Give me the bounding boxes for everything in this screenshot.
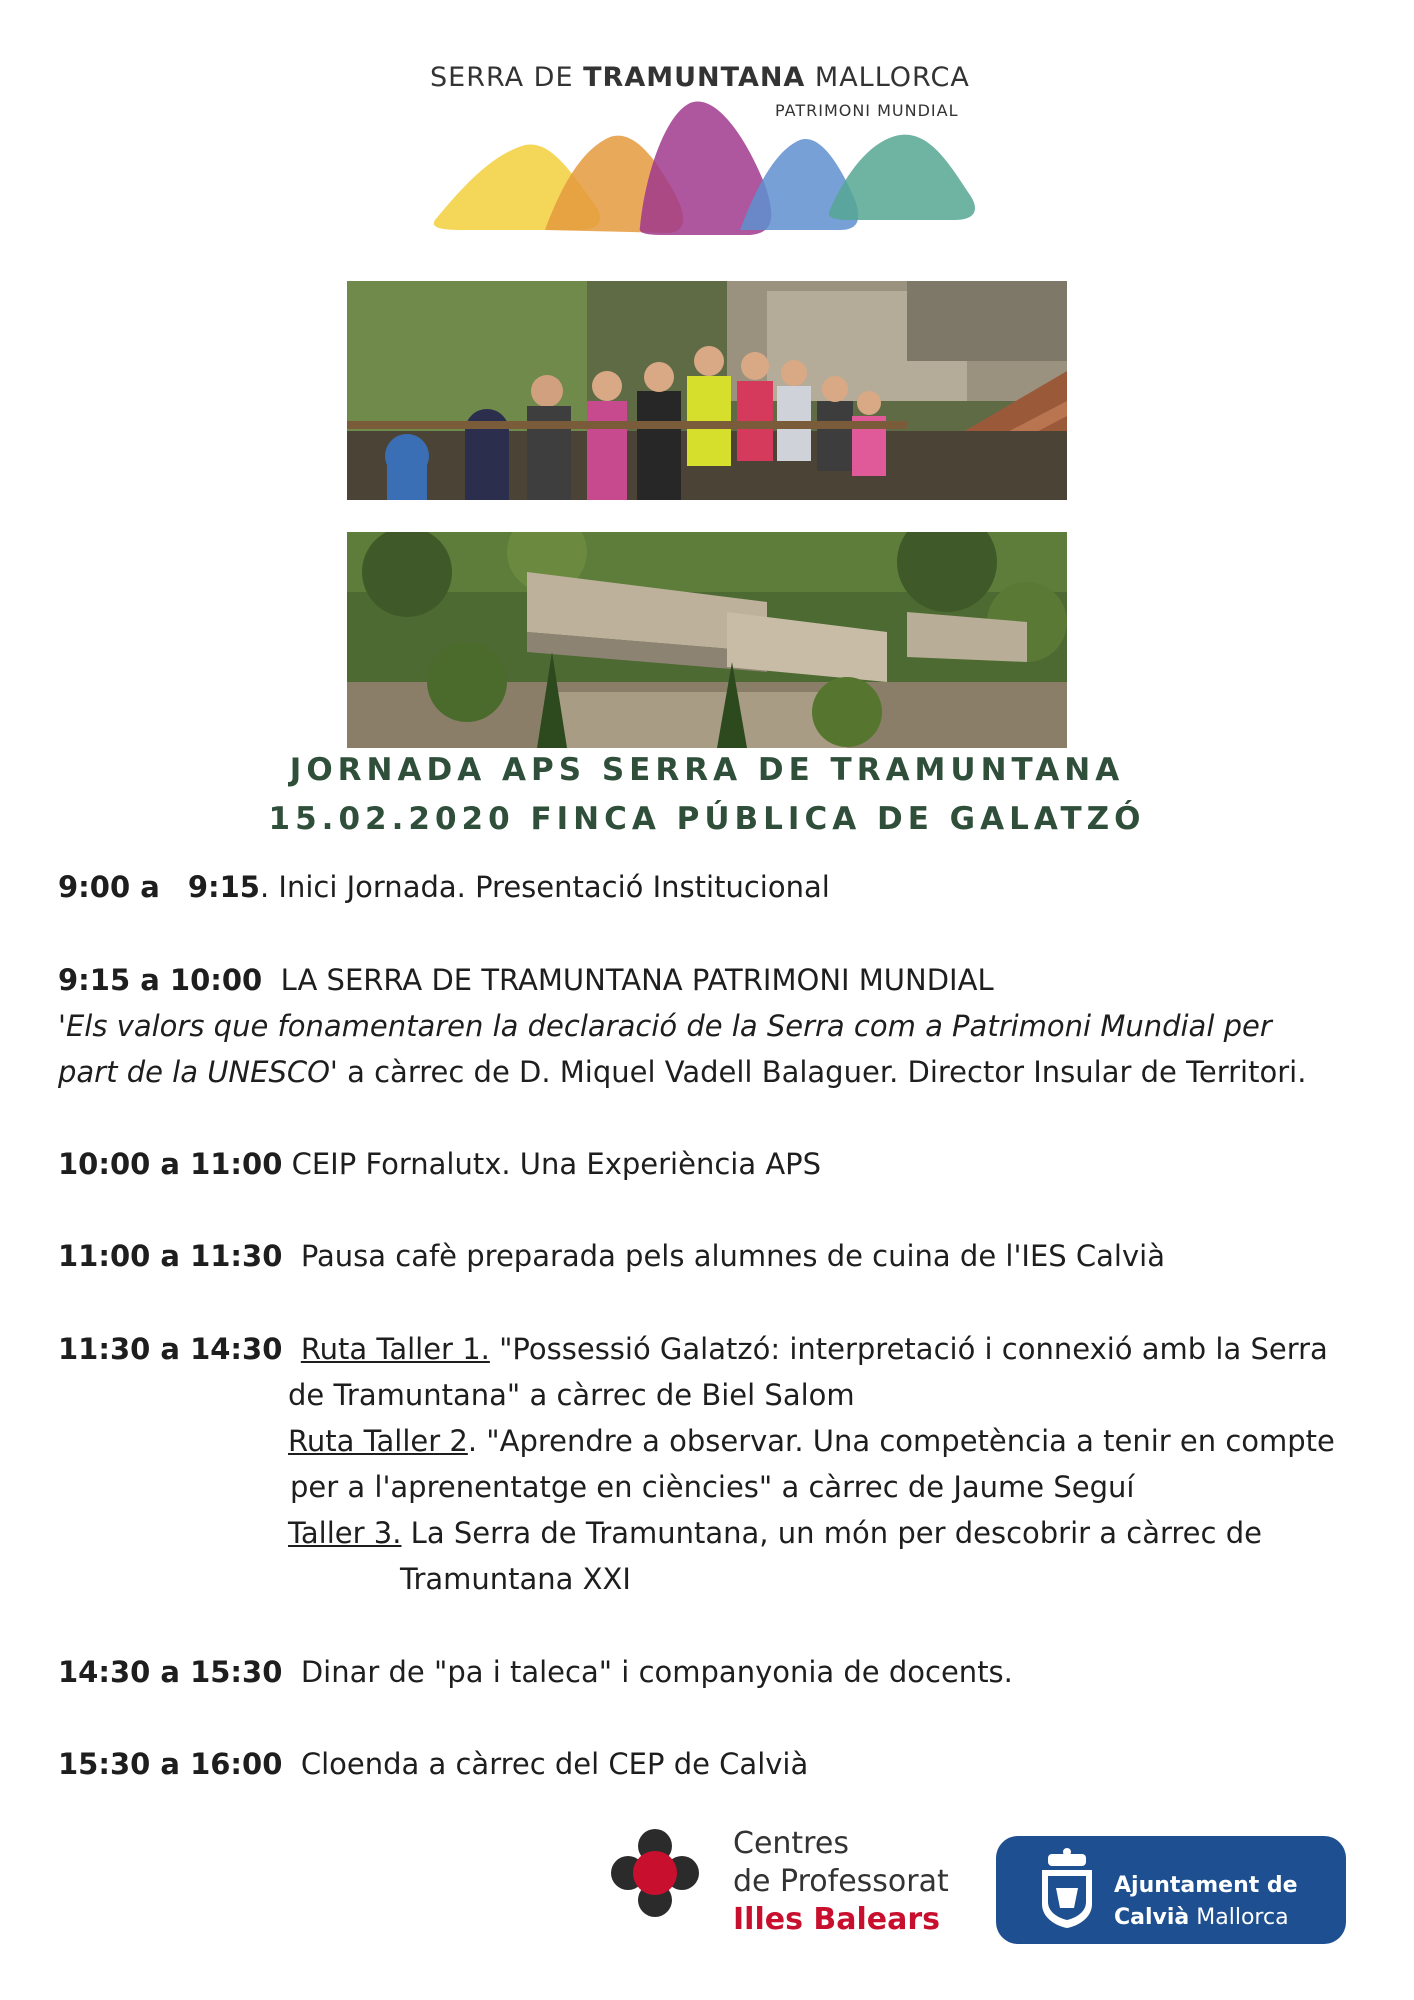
photo-finca-galatzo — [347, 532, 1067, 748]
schedule-time: 11:30 a 14:30 — [58, 1332, 283, 1366]
workshop-2-detail: per a l'aprenentatge en ciències" a càrrec de Jaume Seguí — [290, 1470, 1135, 1504]
schedule-time: 14:30 a 15:30 — [58, 1655, 283, 1689]
cep-logo-text: Centres de Professorat Illes Balears — [733, 1826, 949, 1937]
schedule-time: 11:00 a 11:30 — [58, 1239, 283, 1273]
event-date-location: 15.02.2020 FINCA PÚBLICA DE GALATZÓ — [268, 801, 1146, 837]
schedule-item-6 — [58, 1655, 1013, 1689]
logo-subtitle: PATRIMONI MUNDIAL — [775, 101, 959, 120]
schedule-item-1 — [58, 870, 830, 904]
calvia-crest-icon — [1038, 1848, 1096, 1930]
schedule-time: 9:00 a — [58, 870, 160, 904]
workshop-2: Ruta Taller 2. "Aprendre a observar. Una competència a tenir en compte — [288, 1424, 1335, 1458]
workshop-3: Taller 3. La Serra de Tramuntana, un món per descobrir a càrrec de — [288, 1516, 1262, 1550]
logo-word-tramuntana: TRAMUNTANA — [583, 62, 806, 93]
schedule-item-7 — [58, 1747, 808, 1781]
schedule-text: LA SERRA DE TRAMUNTANA PATRIMONI MUNDIAL — [280, 963, 994, 997]
workshop-2-label: Ruta Taller 2 — [288, 1424, 468, 1458]
mountain-green — [829, 135, 975, 220]
schedule-text: . Inici Jornada. Presentació Institucional — [259, 870, 830, 904]
schedule-time: 9:15 a 10:00 — [58, 963, 263, 997]
logo-word-mallorca: MALLORCA — [805, 62, 970, 93]
schedule-text: Pausa cafè preparada pels alumnes de cuina de l'IES Calvià — [300, 1239, 1165, 1273]
schedule-item-2-detail-1: 'Els valors que fonamentaren la declaració de la Serra com a Patrimoni Mundial per — [58, 1009, 1272, 1043]
schedule-text: CEIP Fornalutx. Una Experiència APS — [282, 1147, 822, 1181]
cep-flower-logo-icon — [610, 1828, 700, 1918]
logo-word-serra: SERRA DE — [430, 62, 584, 93]
photo-children-excursion — [347, 281, 1067, 500]
schedule-item-2-detail-2: part de la UNESCO' a càrrec de D. Miquel Vadell Balaguer. Director Insular de Territori. — [58, 1055, 1307, 1089]
workshop-3-detail: Tramuntana XXI — [400, 1562, 631, 1596]
mountains-logo-icon — [430, 95, 990, 245]
schedule-item-2 — [58, 963, 994, 997]
event-title: JORNADA APS SERRA DE TRAMUNTANA — [289, 752, 1125, 788]
schedule-time-end: 9:15 — [187, 870, 260, 904]
schedule-time: 10:00 a 11:00 — [58, 1147, 283, 1181]
workshop-3-label: Taller 3. — [288, 1516, 402, 1550]
schedule-time: 15:30 a 16:00 — [58, 1747, 283, 1781]
serra-tramuntana-logo-text — [430, 62, 990, 93]
schedule-item-5: 11:30 a 14:30 Ruta Taller 1. "Possessió Galatzó: interpretació i connexió amb la Serra — [58, 1332, 1328, 1366]
calvia-logo-text: Ajuntament de Calvià Mallorca — [1114, 1873, 1298, 1930]
schedule-text: Dinar de "pa i taleca" i companyonia de docents. — [300, 1655, 1013, 1689]
schedule-text: Cloenda a càrrec del CEP de Calvià — [300, 1747, 809, 1781]
workshop-1-detail: de Tramuntana" a càrrec de Biel Salom — [288, 1378, 855, 1412]
schedule-item-4 — [58, 1239, 1165, 1273]
workshop-1-label: Ruta Taller 1. — [300, 1332, 490, 1366]
schedule-item-3 — [58, 1147, 821, 1181]
